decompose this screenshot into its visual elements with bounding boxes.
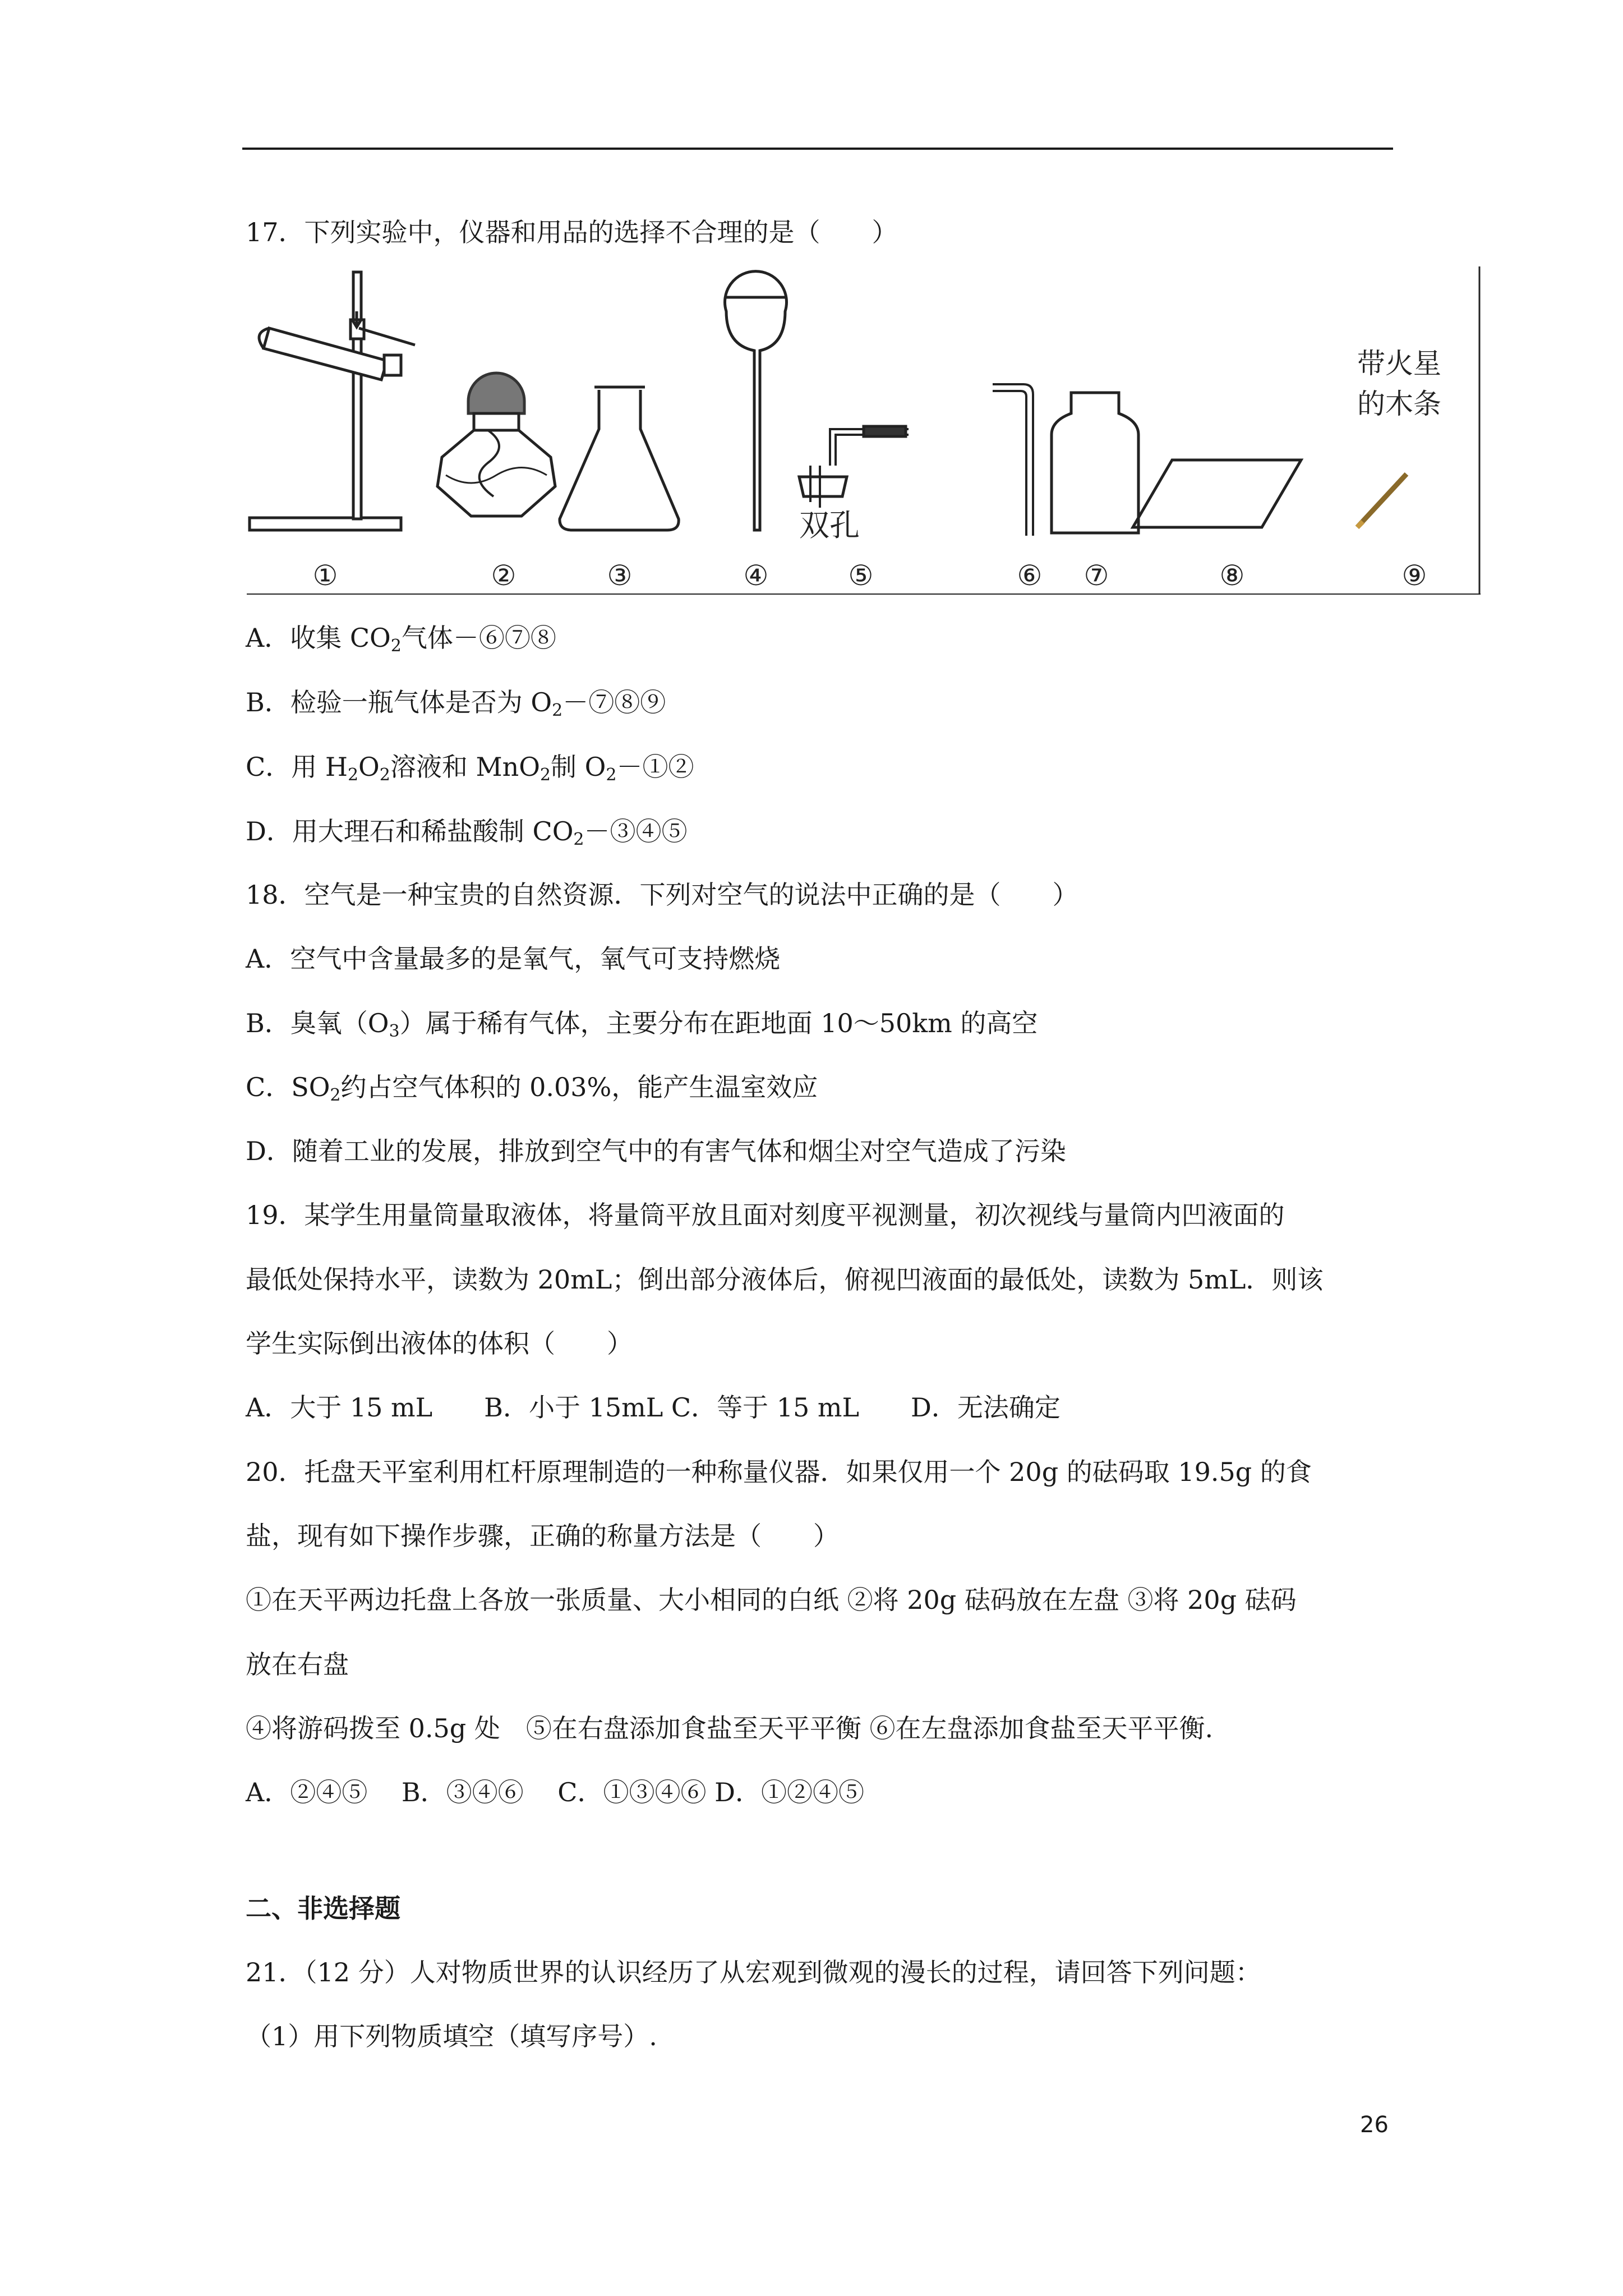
q18-option-c: C．$SO_2$约占空气体积的 0.03%，能产生温室效应 — [246, 1072, 818, 1105]
q20-options: A．②④⑤ B．③④⑥ C．①③④⑥ D．①②④⑤ — [246, 1777, 864, 1807]
q19-line-3: 学生实际倒出液体的体积（ ） — [246, 1328, 633, 1359]
q18-stem: 18．空气是一种宝贵的自然资源．下列对空气的说法中正确的是（ ） — [246, 880, 1078, 910]
q17-option-b: B．检验一瓶气体是否为 $O_2-⑦⑧⑨$ — [246, 687, 666, 720]
stick-label-2: 的木条 — [1357, 388, 1441, 420]
q18-option-a: A．空气中含量最多的是氧气，氧气可支持燃烧 — [246, 944, 781, 974]
label-1: ① — [312, 559, 338, 592]
section-heading: 二、非选择题 — [246, 1893, 400, 1924]
glowing-wooden-stick — [1357, 347, 1441, 527]
bent-glass-tube — [993, 384, 1033, 536]
q20-line-3: ①在天平两边托盘上各放一张质量、大小相同的白纸 ②将 20g 砝码放在左盘 ③将 20g 砝码 — [246, 1585, 1297, 1615]
label-7: ⑦ — [1083, 559, 1109, 592]
q19-line-1: 19．某学生用量筒量取液体，将量筒平放且面对刻度平视测量，初次视线与量筒内凹液面的 — [246, 1200, 1285, 1230]
q17-option-c: C．用 $H_2O_2$溶液和 MnO$_2$制 $O_2-①②$ — [246, 752, 694, 785]
label-4: ④ — [743, 559, 769, 592]
gas-collecting-bottle — [1052, 393, 1138, 533]
q20-line-2: 盐，现有如下操作步骤，正确的称量方法是（ ） — [246, 1521, 839, 1551]
iron-stand-test-tube — [250, 272, 415, 530]
long-neck-funnel — [725, 272, 787, 530]
q20-line-4: 放在右盘 — [246, 1649, 349, 1680]
q21-line-1: 21．（12 分）人对物质世界的认识经历了从宏观到微观的漫长的过程，请回答下列问题： — [246, 1957, 1261, 1987]
q20-line-1: 20．托盘天平室利用杠杆原理制造的一种称量仪器．如果仅用一个 20g 的砝码取 19.5g 的食 — [246, 1457, 1312, 1487]
double-hole-stopper — [799, 426, 909, 543]
q17-apparatus-figure — [247, 266, 1481, 595]
q17-option-d: D．用大理石和稀盐酸制 $CO_2-③④⑤$ — [246, 816, 688, 849]
label-3: ③ — [607, 559, 633, 592]
label-5: ⑤ — [848, 559, 874, 592]
conical-flask — [560, 387, 679, 530]
stopper-label: 双孔 — [799, 508, 860, 543]
q18-option-b: B．臭氧$(O_3)$属于稀有气体，主要分布在距地面 10～50km 的高空 — [246, 1008, 1038, 1041]
label-8: ⑧ — [1219, 559, 1245, 592]
label-2: ② — [491, 559, 517, 592]
q18-option-d: D．随着工业的发展，排放到空气中的有害气体和烟尘对空气造成了污染 — [246, 1136, 1066, 1166]
q21-line-2: （1）用下列物质填空（填写序号）. — [246, 2021, 657, 2051]
label-6: ⑥ — [1017, 559, 1043, 592]
q17-stem: 17．下列实验中，仪器和用品的选择不合理的是（ ） — [246, 217, 898, 247]
header-rule — [242, 148, 1393, 150]
q19-line-2: 最低处保持水平，读数为 20mL；倒出部分液体后，俯视凹液面的最低处，读数为 5mL．则该 — [246, 1264, 1324, 1295]
page-number: 26 — [1360, 2112, 1389, 2138]
glass-slide — [1133, 460, 1301, 527]
q17-option-a: A．收集 $CO_2$气体－⑥⑦⑧ — [246, 623, 556, 656]
q19-options: A．大于 15 mL B．小于 15mL C．等于 15 mL D．无法确定 — [246, 1392, 1061, 1423]
stick-label-1: 带火星 — [1357, 347, 1441, 380]
alcohol-lamp — [437, 373, 555, 516]
q20-line-5: ④将游码拨至 0.5g 处 ⑤在右盘添加食盐至天平平衡 ⑥在左盘添加食盐至天平平衡. — [246, 1713, 1214, 1743]
label-9: ⑨ — [1401, 559, 1427, 592]
